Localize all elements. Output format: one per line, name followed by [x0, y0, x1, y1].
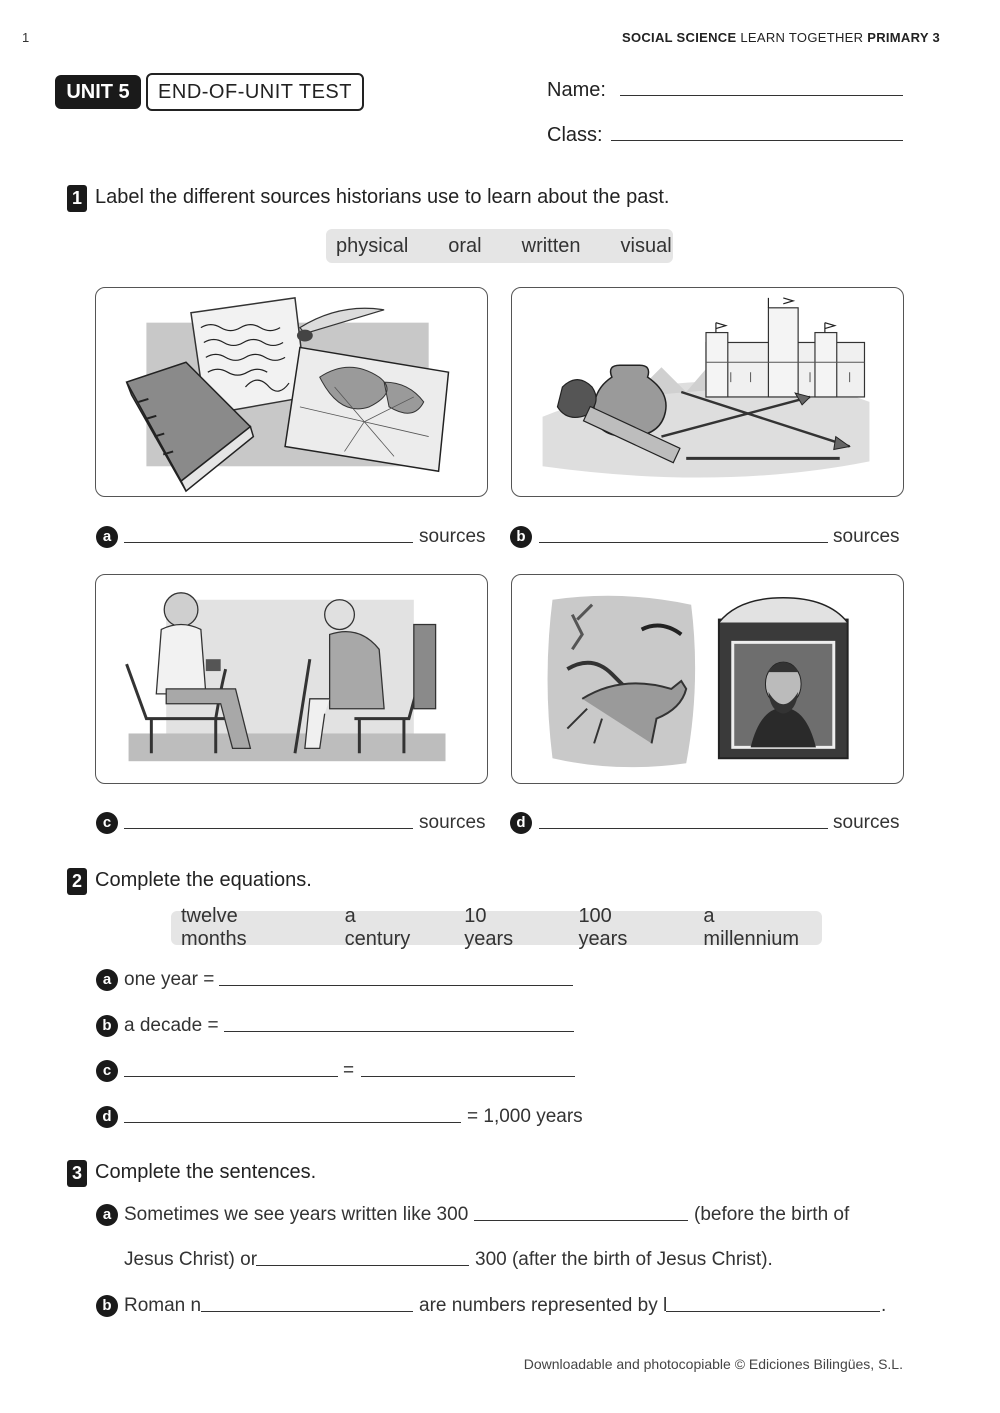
sentence-a-part4: 300 (after the birth of Jesus Christ). — [475, 1249, 773, 1270]
exercise-1-title: Label the different sources historians use to learn about the past. — [95, 186, 670, 208]
equation-c-equals: = — [343, 1060, 355, 1081]
exercise-3-title: Complete the sentences. — [95, 1161, 317, 1183]
sentence-b-letter: b — [96, 1295, 118, 1317]
answer-b-field[interactable] — [539, 542, 828, 543]
exercise-3-number: 3 — [67, 1160, 87, 1187]
word-bank-item: 100 years — [578, 905, 628, 950]
answer-a-suffix: sources — [419, 526, 486, 547]
word-bank-item: physical — [336, 234, 409, 257]
word-bank-item: written — [521, 234, 581, 257]
answer-a-letter: a — [96, 526, 118, 548]
exercise-1-word-bank — [326, 229, 673, 263]
series-title — [622, 30, 940, 45]
class-field[interactable] — [611, 140, 903, 141]
series-subject: SOCIAL SCIENCE — [621, 30, 737, 45]
name-field[interactable] — [620, 95, 903, 96]
word-bank-item: a millennium — [703, 905, 799, 950]
equation-b-prefix: a decade = — [124, 1015, 219, 1036]
equation-c-left-field[interactable] — [124, 1076, 338, 1077]
answer-d-suffix: sources — [833, 812, 900, 833]
sentence-b-field-2[interactable] — [666, 1311, 880, 1312]
written-sources-illustration — [95, 287, 488, 497]
sentence-b-part1: Roman n — [124, 1295, 202, 1316]
equation-a-field[interactable] — [219, 985, 573, 986]
sentence-a-part2: (before the birth of — [694, 1204, 850, 1225]
word-bank-item: oral — [448, 234, 482, 257]
sentence-a-part3: Jesus Christ) or — [124, 1249, 258, 1270]
word-bank-item: 10 years — [464, 905, 514, 950]
equation-d-field[interactable] — [124, 1122, 461, 1123]
answer-d-field[interactable] — [539, 828, 828, 829]
exercise-1-number: 1 — [67, 185, 87, 212]
equation-d-letter: d — [96, 1106, 118, 1128]
equation-a-prefix: one year = — [124, 969, 215, 990]
answer-b-letter: b — [510, 526, 532, 548]
exercise-2-title: Complete the equations. — [95, 869, 312, 891]
answer-c-field[interactable] — [124, 828, 413, 829]
sentence-b-part3: . — [881, 1295, 887, 1316]
oral-sources-illustration — [95, 574, 488, 784]
answer-c-letter: c — [96, 812, 118, 834]
series-middle: LEARN TOGETHER — [740, 30, 864, 45]
exercise-2-word-bank — [171, 905, 822, 950]
equation-b-letter: b — [96, 1015, 118, 1037]
name-label: Name: — [547, 79, 606, 101]
physical-sources-illustration — [511, 287, 904, 497]
sentence-b-field-1[interactable] — [201, 1311, 413, 1312]
answer-b-suffix: sources — [833, 526, 900, 547]
class-label: Class: — [547, 124, 603, 146]
footer-copyright: Downloadable and photocopiable © Ediciones Bilingües, S.L. — [523, 1356, 903, 1372]
answer-d-letter: d — [510, 812, 532, 834]
equation-d-suffix: = 1,000 years — [467, 1106, 583, 1127]
sentence-a-field-2[interactable] — [256, 1265, 469, 1266]
visual-sources-illustration — [511, 574, 904, 784]
answer-c-suffix: sources — [419, 812, 486, 833]
unit-badge: UNIT 5 — [55, 75, 141, 109]
sentence-a-part1: Sometimes we see years written like 300 — [124, 1204, 469, 1225]
word-bank-item: twelve months — [181, 905, 247, 950]
answer-a-field[interactable] — [124, 542, 413, 543]
word-bank-item: a century — [344, 905, 411, 950]
equation-b-field[interactable] — [224, 1031, 574, 1032]
test-label: END-OF-UNIT TEST — [146, 73, 364, 111]
word-bank-item: visual — [620, 234, 672, 257]
exercise-2-number: 2 — [67, 868, 87, 895]
sentence-a-field-1[interactable] — [474, 1220, 688, 1221]
equation-c-letter: c — [96, 1060, 118, 1082]
page-number: 1 — [22, 30, 30, 45]
series-level: PRIMARY 3 — [867, 30, 940, 45]
sentence-b-part2: are numbers represented by l — [419, 1295, 668, 1316]
equation-c-right-field[interactable] — [361, 1076, 575, 1077]
sentence-a-letter: a — [96, 1204, 118, 1226]
equation-a-letter: a — [96, 969, 118, 991]
